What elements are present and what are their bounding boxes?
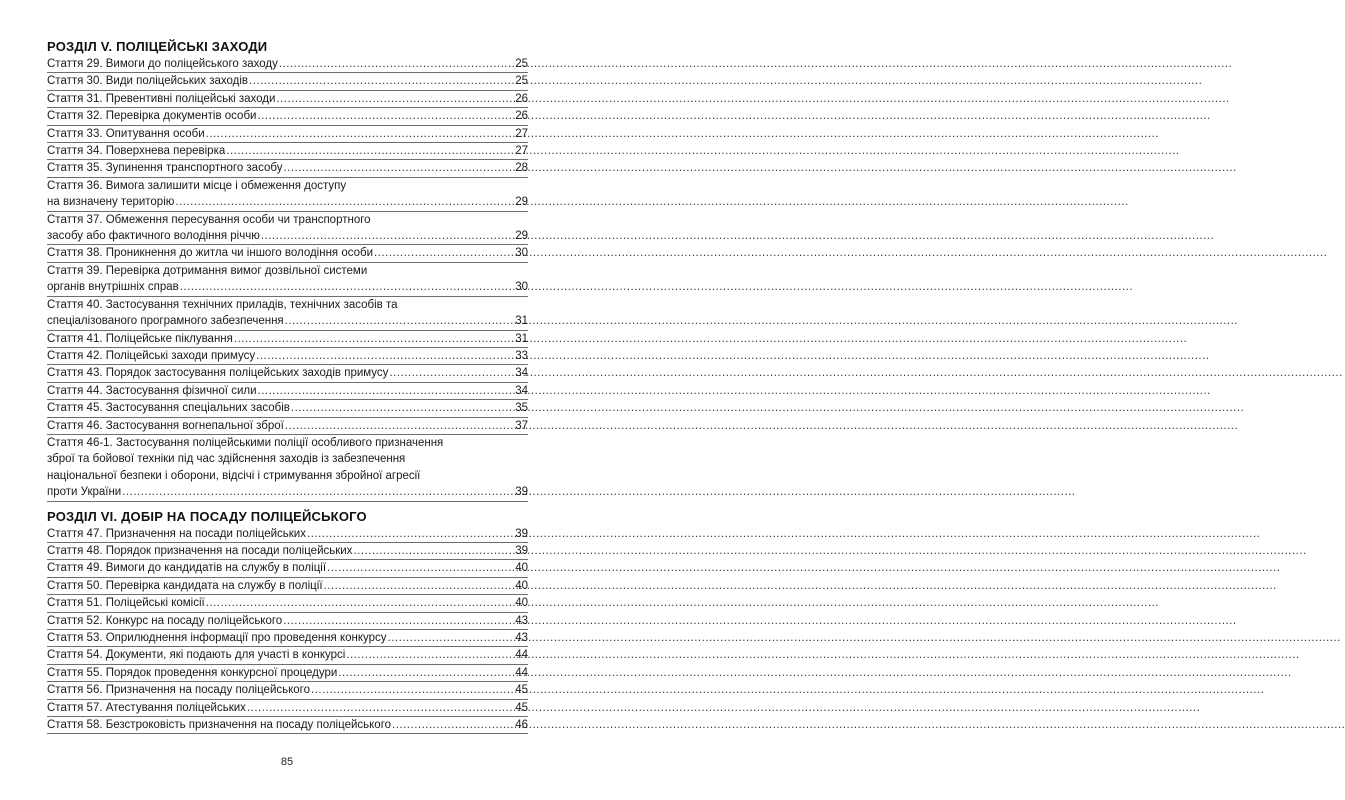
dot-leader <box>327 560 513 576</box>
toc-entry <box>47 630 528 647</box>
toc-entry-page: 30 <box>515 281 528 294</box>
section-5-title: РОЗДІЛ V. ПОЛІЦЕЙСЬКІ ЗАХОДИ <box>47 39 268 54</box>
toc-entry-page: 29 <box>515 230 528 243</box>
dot-leader <box>392 717 513 733</box>
toc-entry-text: Стаття 58. Безстроковість призначення на посаду поліцейського <box>47 719 392 732</box>
toc-entry-page: 31 <box>515 315 528 328</box>
toc-entry <box>47 365 528 382</box>
dot-leader <box>257 108 513 124</box>
toc-entry <box>47 348 528 365</box>
toc-entry-text: Стаття 45. Застосування спеціальних засобів <box>47 402 290 415</box>
dot-leader <box>285 313 513 329</box>
toc-entry-page: 35 <box>515 402 528 415</box>
toc-entry <box>47 245 528 262</box>
toc-entry <box>47 700 528 717</box>
toc-entry-text: Стаття 46. Застосування вогнепальної зброї <box>47 419 284 432</box>
toc-entry-text: на визначену територію <box>47 196 175 209</box>
toc-entry-text: Стаття 54. Документи, які подають для участі в конкурсі <box>47 649 346 662</box>
toc-entry <box>47 143 528 160</box>
toc-entry-page: 25 <box>515 75 528 88</box>
toc-entry-page: 39 <box>515 544 528 557</box>
dot-leader <box>276 91 513 107</box>
dot-leader <box>324 578 513 594</box>
toc-entry-page: 26 <box>515 110 528 123</box>
toc-entry-text: Стаття 34. Поверхнева перевірка <box>47 145 226 158</box>
dot-leader <box>307 526 513 542</box>
toc-entry-page: 43 <box>515 632 528 644</box>
toc-entry <box>47 560 528 577</box>
toc-entry-text: Стаття 52. Конкурс на посаду поліцейського <box>47 614 283 627</box>
toc-entry-text: Стаття 33. Опитування особи <box>47 127 205 140</box>
dot-leader <box>180 279 513 295</box>
toc-entry-page: 25 <box>515 58 528 70</box>
toc-entry <box>47 717 528 734</box>
toc-entry-text: Стаття 31. Превентивні поліцейські заходи <box>47 92 276 105</box>
toc-entry-text: Стаття 38. Проникнення до житла чи іншого володіння особи <box>47 247 374 260</box>
toc-entry-text: Стаття 37. Обмеження пересування особи чи транспортного <box>47 213 371 226</box>
toc-entry-text: Стаття 49. Вимоги до кандидатів на службу в поліції <box>47 562 327 575</box>
toc-entry-page: 27 <box>515 145 528 158</box>
dot-leader <box>374 245 513 261</box>
dot-leader <box>285 418 513 434</box>
toc-entry-text: Стаття 56. Призначення на посаду поліцейського <box>47 684 311 697</box>
toc-entry <box>47 435 528 502</box>
toc-entry-page: 39 <box>515 486 528 499</box>
toc-entry <box>47 91 528 108</box>
toc-entry-text: спеціалізованого програмного забезпечення <box>47 315 284 328</box>
toc-entry-page: 44 <box>515 649 528 662</box>
toc-entry-text: Стаття 39. Перевірка дотримання вимог дозвільної системи <box>47 264 368 277</box>
toc-entry <box>47 418 528 435</box>
toc-entry-page: 34 <box>515 384 528 397</box>
dot-leader <box>175 194 513 210</box>
toc-entry-page: 44 <box>515 666 528 679</box>
dot-leader <box>291 400 513 416</box>
dot-leader <box>346 647 513 663</box>
toc-entry-page: 29 <box>515 196 528 209</box>
toc-entry-text: Стаття 46-1. Застосування поліцейськими поліції особливого призначення <box>47 436 444 449</box>
toc-entry <box>47 526 528 543</box>
toc-entry-page: 40 <box>515 562 528 575</box>
dot-leader <box>122 484 513 500</box>
toc-entry-page: 45 <box>515 701 528 714</box>
toc-entry <box>47 613 528 630</box>
dot-leader <box>247 700 513 716</box>
toc-entry <box>47 212 528 246</box>
toc-entry-page: 39 <box>515 527 528 540</box>
toc-entry <box>47 178 528 212</box>
toc-entry-page: 30 <box>515 247 528 260</box>
toc-entry-page: 37 <box>515 419 528 432</box>
dot-leader <box>226 143 513 159</box>
toc-entry <box>47 682 528 699</box>
dot-leader <box>206 595 513 611</box>
toc-entry-text: Стаття 41. Поліцейське піклування <box>47 332 233 345</box>
toc-entry-page: 46 <box>515 719 528 732</box>
toc-entry-text: Стаття 35. Зупинення транспортного засобу <box>47 162 283 175</box>
toc-entry <box>47 595 528 612</box>
toc-entry-text: Стаття 57. Атестування поліцейських <box>47 701 246 714</box>
toc-entry-text: Стаття 42. Поліцейські заходи примусу <box>47 349 256 362</box>
toc-entry-page: 27 <box>515 127 528 140</box>
toc-entry <box>47 578 528 595</box>
dot-leader <box>338 665 513 681</box>
dot-leader <box>279 56 513 72</box>
toc-entry-page: 43 <box>515 614 528 627</box>
toc-entry <box>47 400 528 417</box>
toc-entry <box>47 383 528 400</box>
toc-entry <box>47 647 528 664</box>
toc-entry-text: Стаття 29. Вимоги до поліцейського заходу <box>47 58 278 70</box>
toc-entry-page: 40 <box>515 579 528 592</box>
toc-entry <box>47 331 528 348</box>
toc-entry-text: Стаття 36. Вимога залишити місце і обмеження доступу <box>47 179 347 192</box>
toc-entry-page: 28 <box>515 162 528 175</box>
toc-entry-page: 31 <box>515 332 528 345</box>
dot-leader <box>206 126 513 142</box>
toc-entry-text: Стаття 53. Оприлюднення інформації про проведення конкурсу <box>47 632 387 644</box>
toc-entry-text: Стаття 30. Види поліцейських заходів <box>47 75 249 88</box>
toc-entry-text: національної безпеки і оборони, відсічі і стримування збройної агресії <box>47 469 421 482</box>
toc-entry-text: органів внутрішніх справ <box>47 281 179 294</box>
dot-leader <box>311 682 513 698</box>
dot-leader <box>353 543 513 559</box>
toc-entry-text: Стаття 51. Поліцейські комісії <box>47 597 205 610</box>
toc-entry-text: проти України <box>47 486 122 499</box>
dot-leader <box>283 613 513 629</box>
toc-entry-page: 45 <box>515 684 528 697</box>
toc-entry-text: засобу або фактичного володіння річчю <box>47 230 260 243</box>
toc-entry-page: 40 <box>515 597 528 610</box>
dot-leader <box>234 331 513 347</box>
dot-leader <box>283 160 513 176</box>
section-6-title: РОЗДІЛ VI. ДОБІР НА ПОСАДУ ПОЛІЦЕЙСЬКОГО <box>47 508 367 524</box>
dot-leader <box>389 365 513 381</box>
toc-entry-text: Стаття 55. Порядок проведення конкурсної процедури <box>47 666 338 679</box>
table-of-contents <box>47 38 528 734</box>
page-number: 85 <box>280 756 294 768</box>
toc-entry <box>47 665 528 682</box>
toc-entry-text: Стаття 50. Перевірка кандидата на службу в поліції <box>47 579 323 592</box>
toc-entry-text: Стаття 48. Порядок призначення на посади поліцейських <box>47 544 353 557</box>
dot-leader <box>256 348 513 364</box>
toc-entry <box>47 126 528 143</box>
section-6-entries <box>47 526 528 735</box>
toc-entry <box>47 108 528 125</box>
section-5-entries <box>47 56 528 502</box>
toc-entry-text: Стаття 43. Порядок застосування поліцейських заходів примусу <box>47 367 389 380</box>
dot-leader <box>261 228 513 244</box>
toc-entry-text: Стаття 47. Призначення на посади поліцейських <box>47 527 306 540</box>
toc-entry <box>47 297 528 331</box>
toc-entry-page: 26 <box>515 92 528 105</box>
dot-leader <box>388 630 513 646</box>
toc-entry-text: Стаття 32. Перевірка документів особи <box>47 110 257 123</box>
toc-entry <box>47 56 528 73</box>
toc-entry-text: Стаття 40. Застосування технічних приладів, технічних засобів та <box>47 298 398 311</box>
toc-entry <box>47 543 528 560</box>
toc-entry-page: 34 <box>515 367 528 380</box>
toc-entry-text: Стаття 44. Застосування фізичної сили <box>47 384 257 397</box>
toc-entry <box>47 263 528 297</box>
toc-entry-text: зброї та бойової техніки під час здійснення заходів із забезпечення <box>47 453 406 466</box>
toc-entry <box>47 160 528 177</box>
dot-leader <box>249 73 513 89</box>
toc-entry-page: 33 <box>515 349 528 362</box>
toc-entry <box>47 73 528 90</box>
dot-leader <box>258 383 514 399</box>
